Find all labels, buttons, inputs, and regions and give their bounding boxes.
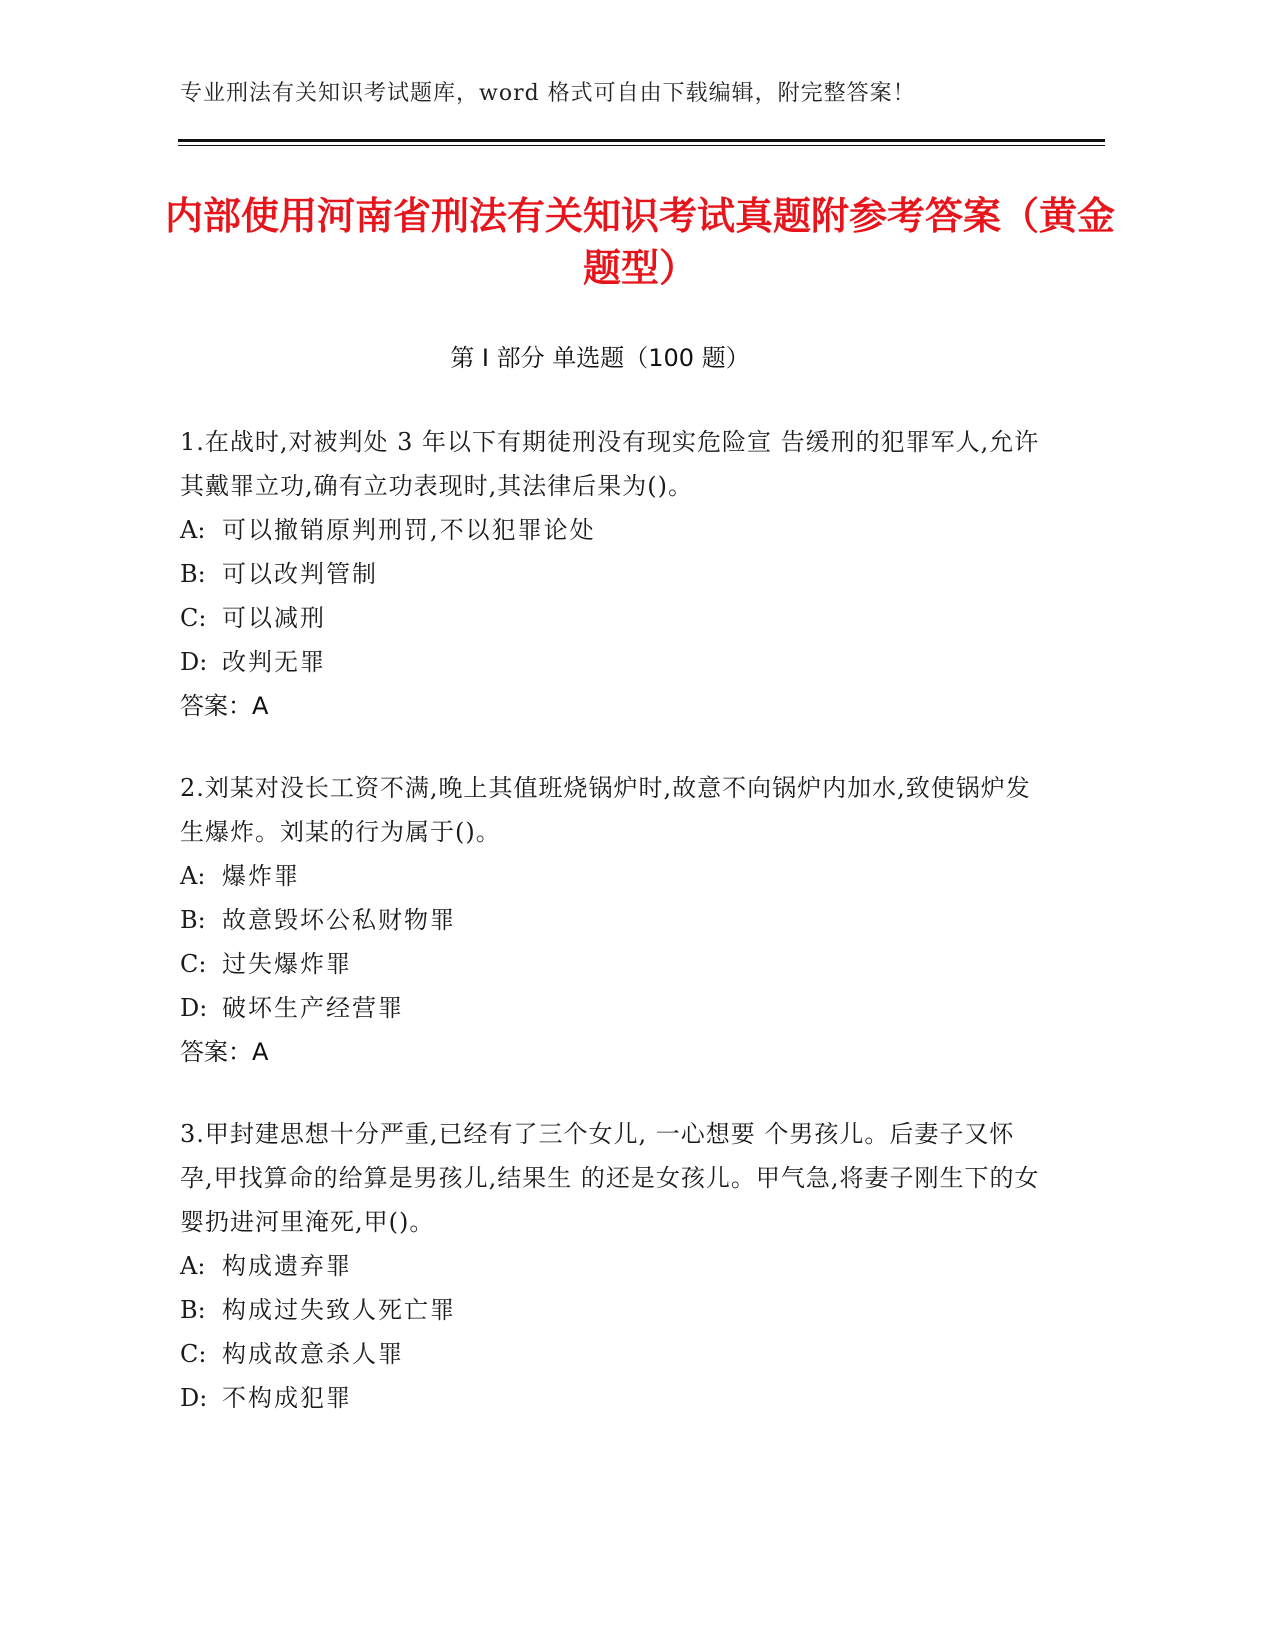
option-letter: C: — [180, 604, 207, 632]
option-b — [180, 898, 1040, 942]
option-text: 可以撤销原判刑罚,不以犯罪论处 — [222, 516, 596, 544]
header-divider — [178, 139, 1105, 142]
option-d — [180, 986, 1040, 1030]
header-divider-thin — [178, 145, 1105, 146]
answer-line: 答案：A — [180, 692, 269, 720]
option-text: 爆炸罪 — [222, 862, 300, 890]
option-letter: C: — [180, 1340, 207, 1368]
option-letter: B: — [180, 906, 206, 934]
option-letter: B: — [180, 1296, 206, 1324]
option-a — [180, 1244, 1040, 1288]
option-d — [180, 640, 1040, 684]
option-letter: D: — [180, 1384, 208, 1412]
option-text: 构成故意杀人罪 — [222, 1340, 404, 1368]
option-letter: C: — [180, 950, 207, 978]
option-c — [180, 1332, 1040, 1376]
option-b — [180, 1288, 1040, 1332]
option-text: 故意毁坏公私财物罪 — [222, 906, 456, 934]
option-text: 改判无罪 — [222, 648, 326, 676]
option-text: 构成过失致人死亡罪 — [222, 1296, 456, 1324]
option-letter: D: — [180, 994, 208, 1022]
option-c — [180, 596, 1040, 640]
option-a — [180, 508, 1040, 552]
question-stem: 3.甲封建思想十分严重,已经有了三个女儿, 一心想要 个男孩儿。后妻子又怀孕,甲找算命的给算是男孩儿,结果生 的还是女孩儿。甲气急,将妻子刚生下的女婴扔进河里淹死,甲()。 — [180, 1120, 1040, 1236]
option-c — [180, 942, 1040, 986]
option-text: 可以减刑 — [222, 604, 326, 632]
document-title: 内部使用河南省刑法有关知识考试真题附参考答案（黄金题型） — [164, 194, 1115, 290]
option-a — [180, 854, 1040, 898]
option-d — [180, 1376, 1040, 1420]
option-text: 过失爆炸罪 — [222, 950, 352, 978]
question-stem: 1.在战时,对被判处 3 年以下有期徒刑没有现实危险宣 告缓刑的犯罪军人,允许其戴罪立功,确有立功表现时,其法律后果为()。 — [180, 428, 1040, 500]
page-header: 专业刑法有关知识考试题库，word 格式可自由下载编辑，附完整答案！ — [180, 81, 916, 106]
question-1 — [180, 420, 1040, 728]
question-list — [180, 420, 1040, 1458]
option-letter: A: — [180, 1252, 206, 1280]
option-letter: B: — [180, 560, 206, 588]
option-text: 破坏生产经营罪 — [222, 994, 404, 1022]
option-text: 不构成犯罪 — [222, 1384, 352, 1412]
option-text: 构成遗弃罪 — [222, 1252, 352, 1280]
option-b — [180, 552, 1040, 596]
option-letter: A: — [180, 516, 206, 544]
option-letter: A: — [180, 862, 206, 890]
answer-line: 答案：A — [180, 1038, 269, 1066]
question-3 — [180, 1112, 1040, 1420]
section-title: 第 I 部分 单选题（100 题） — [450, 344, 750, 372]
question-stem: 2.刘某对没长工资不满,晚上其值班烧锅炉时,故意不向锅炉内加水,致使锅炉发生爆炸。刘某的行为属于()。 — [180, 774, 1031, 846]
option-letter: D: — [180, 648, 208, 676]
question-2 — [180, 766, 1040, 1074]
option-text: 可以改判管制 — [222, 560, 378, 588]
